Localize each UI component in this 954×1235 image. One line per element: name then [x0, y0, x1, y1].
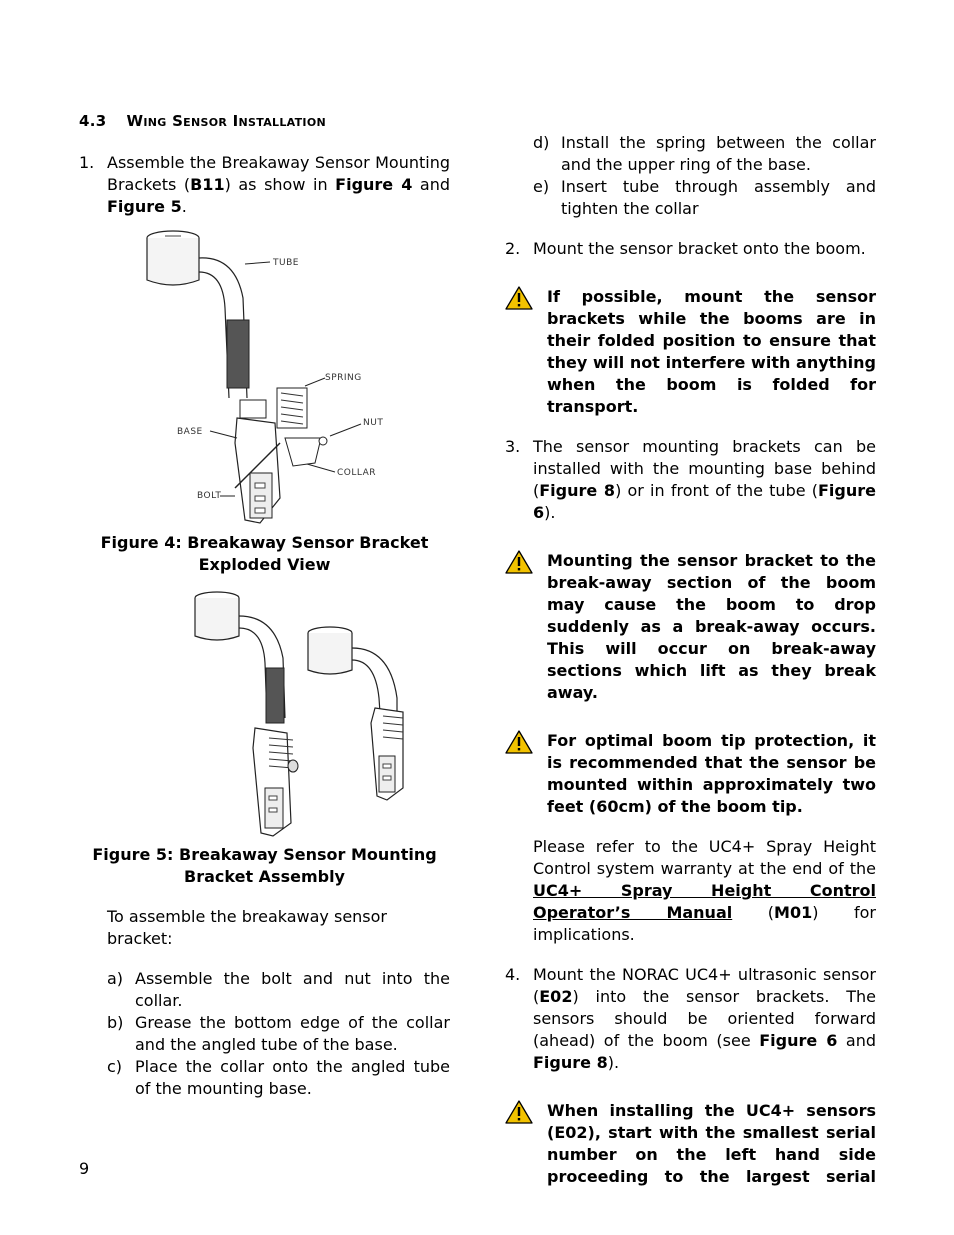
- text-run: (: [732, 903, 775, 922]
- text-run: ) into the sensor brackets. The sensors should be oriented forward (ahead) of the boom (see: [533, 987, 876, 1050]
- text-run: and: [837, 1031, 876, 1050]
- step-4-number: 4.: [505, 965, 521, 984]
- substep-letter: d): [533, 133, 550, 152]
- figure-ref: Figure 4: [335, 175, 413, 194]
- warning-text: If possible, mount the sensor brackets while the booms are in their folded position to ensure that they will not interfere with anything when the boom is folded for transport.: [547, 287, 876, 416]
- substeps-right: [505, 132, 876, 220]
- step-2-number: 2.: [505, 239, 521, 258]
- warning-icon: [505, 550, 547, 704]
- label-base: BASE: [176, 427, 203, 437]
- step-1-number: 1.: [79, 153, 95, 172]
- substep-text: Install the spring between the collar and the upper ring of the base.: [561, 133, 876, 174]
- step-3-text: [533, 436, 876, 524]
- warning-icon: [505, 1100, 547, 1188]
- text-run: .: [181, 197, 187, 216]
- step-1: [79, 152, 450, 218]
- substep-b: [107, 1012, 450, 1056]
- warning-icon: [505, 730, 547, 818]
- substeps-left: [79, 968, 450, 1100]
- right-column: [505, 132, 876, 1188]
- part-ref: E02: [539, 987, 573, 1006]
- text-run: ) for implications.: [533, 903, 876, 944]
- figure-4-caption: [79, 532, 450, 576]
- text-run: ) or in front of the tube (: [615, 481, 818, 500]
- warning-icon: [505, 286, 547, 418]
- text-run: The sensor mounting brackets can be installed with the mounting base behind (: [533, 437, 876, 500]
- warning-text: For optimal boom tip protection, it is recommended that the sensor be mounted within approximately two feet (60cm) of the boom tip.: [547, 731, 876, 816]
- label-bolt: BOLT: [196, 491, 221, 501]
- section-number: 4.3: [79, 112, 107, 130]
- warning-3: [505, 730, 876, 818]
- figure-5-caption: [79, 844, 450, 888]
- substep-letter: e): [533, 177, 550, 196]
- figure-ref: Figure 6: [533, 481, 876, 522]
- text-run: ).: [544, 503, 556, 522]
- section-heading: [79, 110, 450, 132]
- warning-2: [505, 550, 876, 704]
- step-3: [505, 436, 876, 524]
- page-number: 9: [79, 1159, 90, 1178]
- warning-text: Mounting the sensor bracket to the break-away section of the boom may cause the boom to drop suddenly as a break-away occurs. This will occur on break-away sections which lift as they break away.: [547, 551, 876, 702]
- figure-ref: Figure 6: [759, 1031, 838, 1050]
- figure-ref: Figure 5: [107, 197, 182, 216]
- substep-c: [107, 1056, 450, 1100]
- figure-ref: Figure 8: [539, 481, 616, 500]
- substep-letter: c): [107, 1057, 123, 1076]
- caption-line: Exploded View: [198, 555, 331, 574]
- step-1-text: [107, 152, 450, 218]
- substep-text: Grease the bottom edge of the collar and the angled tube of the base.: [135, 1013, 450, 1054]
- text-run: Please refer to the UC4+ Spray Height Control system warranty at the end of the: [533, 837, 876, 878]
- substep-letter: a): [107, 969, 124, 988]
- caption-line: Figure 4: Breakaway Sensor Bracket: [100, 533, 429, 552]
- section-title: Wing Sensor Installation: [126, 112, 326, 130]
- text-run: ).: [607, 1053, 620, 1072]
- left-column: [79, 110, 450, 1100]
- step-2-text: Mount the sensor bracket onto the boom.: [533, 239, 866, 258]
- warranty-paragraph: [505, 836, 876, 946]
- part-ref: M01: [774, 903, 813, 922]
- label-collar: COLLAR: [336, 468, 376, 478]
- caption-line: Bracket Assembly: [184, 867, 345, 886]
- label-nut: NUT: [362, 418, 383, 428]
- text-run: and: [412, 175, 451, 194]
- label-spring: SPRING: [324, 373, 362, 383]
- figure-4-exploded-view: [125, 228, 405, 528]
- step-4-text: [533, 964, 876, 1074]
- part-ref: B11: [190, 175, 225, 194]
- step-4: [505, 964, 876, 1074]
- assemble-intro: To assemble the breakaway sensor bracket:: [107, 907, 387, 948]
- figure-ref: Figure 8: [533, 1053, 608, 1072]
- substep-text: Insert tube through assembly and tighten the collar: [561, 177, 876, 218]
- warning-1: [505, 286, 876, 418]
- substep-letter: b): [107, 1013, 124, 1032]
- manual-reference: UC4+ Spray Height Control Operator’s Manual: [533, 881, 876, 922]
- substep-a: [107, 968, 450, 1012]
- substep-text: Assemble the bolt and nut into the collar.: [135, 969, 450, 1010]
- text-run: Assemble the Breakaway Sensor Mounting Brackets (: [107, 153, 450, 194]
- label-tube: TUBE: [272, 258, 299, 268]
- warning-4: [505, 1100, 876, 1188]
- step-3-number: 3.: [505, 437, 521, 456]
- warning-text: When installing the UC4+ sensors (E02), start with the smallest serial number on the left hand side proceeding to the largest serial: [547, 1101, 876, 1186]
- step-2: [505, 238, 876, 260]
- text-run: ) as show in: [224, 175, 336, 194]
- text-run: Mount the NORAC UC4+ ultrasonic sensor (: [533, 965, 876, 1006]
- substep-e: [533, 176, 876, 220]
- substep-d: [533, 132, 876, 176]
- figure-5-bracket-assembly: [125, 588, 405, 840]
- substep-text: Place the collar onto the angled tube of the mounting base.: [135, 1057, 450, 1098]
- caption-line: Figure 5: Breakaway Sensor Mounting: [92, 845, 437, 864]
